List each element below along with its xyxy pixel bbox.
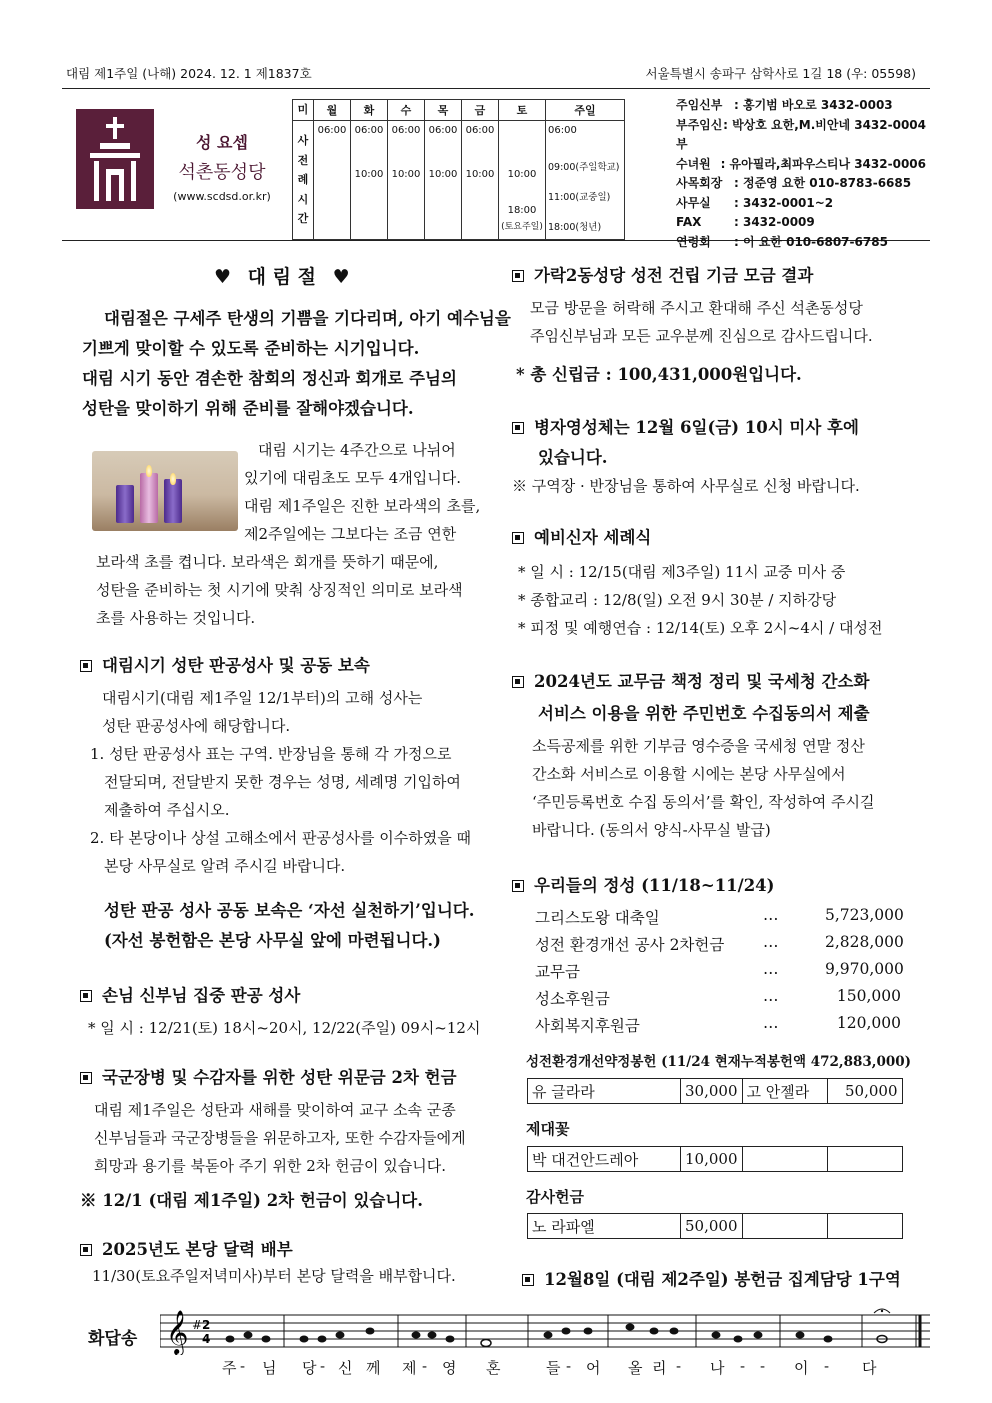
military-heading xyxy=(80,1064,457,1088)
day-wed: 수 xyxy=(388,100,425,121)
sick-title: 병자영성체는 12월 6일(금) 10시 미사 후에 xyxy=(534,418,859,437)
church-logo xyxy=(76,109,154,209)
lyric-syllable: - xyxy=(422,1357,428,1375)
day-mon: 월 xyxy=(314,100,351,121)
calendar-heading xyxy=(80,1236,293,1260)
pledge-table xyxy=(527,1078,903,1104)
altar-table xyxy=(527,1146,903,1172)
offering-name: 사회복지후원금 xyxy=(535,1017,640,1035)
sick-heading xyxy=(512,414,859,438)
header-rule-top xyxy=(62,88,930,89)
offerings-title: 우리들의 정성 (11/18~11/24) xyxy=(534,876,775,895)
baptism-heading xyxy=(512,524,651,548)
offering-dots: … xyxy=(763,960,779,978)
square-bullet-icon xyxy=(512,422,524,434)
lyric-syllable: 올 xyxy=(628,1359,643,1377)
heart-icon: ♥ xyxy=(332,266,350,288)
lyric-syllable: 나 xyxy=(710,1359,725,1377)
staff-row xyxy=(676,233,926,253)
offering-name: 교무금 xyxy=(535,963,580,981)
advent-intro xyxy=(82,304,511,424)
altar-title: 제대꽃 xyxy=(526,1120,570,1138)
sun-mass-1: 06:00 xyxy=(548,125,577,136)
advent-body-line: 대림 제1주일은 진한 보라색의 초를, xyxy=(244,497,481,515)
altar-amount: 10,000 xyxy=(681,1147,743,1172)
day-sat: 토 xyxy=(499,100,546,121)
staff-directory xyxy=(676,96,926,252)
psalm-label: 화답송 xyxy=(88,1329,138,1349)
staff-row xyxy=(676,213,926,233)
military-line: 대림 제1주일은 성탄과 새해를 맞이하여 교구 소속 군종 xyxy=(94,1101,456,1119)
sat-eve-label: (토요주일) xyxy=(501,222,543,232)
confession-line: 전달되며, 전달받지 못한 경우는 성명, 세례명 기입하여 xyxy=(104,773,461,791)
psalm-score xyxy=(160,1305,930,1355)
offering-name: 성전 환경개선 공사 2차헌금 xyxy=(535,936,725,954)
lyric-syllable: 이 xyxy=(794,1359,809,1377)
advent-body-line: 대림 시기는 4주간으로 나뉘어 xyxy=(258,441,456,459)
lyric-syllable: 신 xyxy=(338,1359,353,1377)
square-bullet-icon xyxy=(80,660,92,672)
baptism-line: * 피정 및 예행연습 : 12/14(토) 오후 2시~4시 / 대성전 xyxy=(518,619,883,637)
offering-amount: 5,723,000 xyxy=(825,906,904,924)
square-bullet-icon xyxy=(522,1274,534,1286)
side-char: 시 xyxy=(297,192,309,206)
lyric-syllable: 리 xyxy=(652,1359,667,1377)
sick-line: ※ 구역장 · 반장님을 통하여 사무실로 신청 바랍니다. xyxy=(512,477,860,495)
offering-dots: … xyxy=(763,987,779,1005)
lyric-syllable: 제 xyxy=(402,1359,417,1377)
guest-priest-heading xyxy=(80,982,300,1006)
side-char: 간 xyxy=(297,212,309,226)
guest-priest-line: * 일 시 : 12/21(토) 18시~20시, 12/22(주일) 09시~12시 xyxy=(88,1019,481,1037)
staff-row xyxy=(676,194,926,214)
flame-icon xyxy=(146,465,152,477)
lyric-syllable: - xyxy=(760,1357,766,1375)
tax-line: 소득공제를 위한 기부금 영수증을 국세청 연말 정산 xyxy=(532,737,865,755)
lyric-syllable: 들 xyxy=(546,1359,561,1377)
thanks-title: 감사헌금 xyxy=(526,1188,584,1206)
svg-text:#: # xyxy=(192,1318,203,1332)
staff-value: : 정준영 요한 010-8783-6685 xyxy=(734,176,912,190)
side-char: 사 xyxy=(297,134,309,148)
square-bullet-icon xyxy=(512,270,524,282)
advent-body-rest xyxy=(96,548,463,632)
tue-morning: 06:00 xyxy=(354,125,384,136)
side-char: 례 xyxy=(297,173,309,187)
staff-row xyxy=(676,96,926,116)
mass-schedule-table xyxy=(292,99,625,240)
sun-mass-3: 11:00(교중일) xyxy=(548,192,611,203)
duty-heading xyxy=(522,1266,901,1290)
candle-icon xyxy=(140,473,158,523)
thu-evening: 10:00 xyxy=(428,169,458,180)
side-label xyxy=(293,121,314,240)
staff-value: : 이 요한 010-6807-6785 xyxy=(734,234,888,249)
advent-intro-line: 성탄을 맞이하기 위해 준비를 잘해야겠습니다. xyxy=(82,399,414,418)
lyric-syllable: 님 xyxy=(262,1359,277,1377)
lyric-syllable: - xyxy=(566,1357,572,1375)
lyric-syllable: 주 xyxy=(222,1359,237,1377)
advent-title-text: 대 림 절 xyxy=(247,266,316,288)
garak-line: 모금 방문을 허락해 주시고 환대해 주신 석촌동성당 xyxy=(530,299,863,317)
fri-morning: 06:00 xyxy=(465,125,495,136)
garak-title: 가락2동성당 성전 건립 기금 모금 결과 xyxy=(534,266,814,285)
top-info-bar xyxy=(66,64,926,86)
svg-text:2: 2 xyxy=(202,1318,211,1332)
thu-morning: 06:00 xyxy=(428,125,458,136)
staff-role: 사무실 xyxy=(676,195,711,210)
sat-eve-mass: 18:00 xyxy=(507,205,537,216)
sun-mass-2: 09:00(주일학교) xyxy=(548,162,620,173)
sat-morning: 10:00 xyxy=(507,169,537,180)
heart-icon: ♥ xyxy=(214,266,232,288)
advent-body-wrap xyxy=(244,436,480,548)
lyric-syllable: 어 xyxy=(586,1359,601,1377)
tax-line: 바랍니다. (동의서 양식-사무실 발급) xyxy=(532,821,771,839)
tax-heading-2: 서비스 이용을 위한 주민번호 수집동의서 제출 xyxy=(538,704,870,723)
garak-total: * 총 신립금 : 100,431,000원입니다. xyxy=(516,365,802,384)
advent-intro-line: 기쁘게 맞이할 수 있도록 준비하는 시기입니다. xyxy=(82,339,420,358)
tax-heading xyxy=(512,668,869,692)
advent-intro-line: 대림 시기 동안 겸손한 참회의 정신과 회개로 주님의 xyxy=(82,369,457,388)
square-bullet-icon xyxy=(80,1244,92,1256)
flame-icon xyxy=(170,473,176,485)
staff-value: : 3432-0009 xyxy=(734,215,815,229)
confession-line: 성탄 판공성사에 해당합니다. xyxy=(102,717,291,735)
side-char: 전 xyxy=(297,153,309,167)
tax-body xyxy=(532,732,874,844)
candle-icon xyxy=(164,479,182,523)
altar-name: 박 대건안드레아 xyxy=(528,1147,681,1172)
offering-name: 성소후원금 xyxy=(535,990,610,1008)
advent-intro-line: 대림절은 구세주 탄생의 기쁨을 기다리며, 아기 예수님을 xyxy=(104,309,511,328)
lyric-syllable: 께 xyxy=(366,1359,381,1377)
staff-value: : 홍기범 바오로 3432-0003 xyxy=(734,98,893,112)
confession-line: 대림시기(대림 제1주일 12/1부터)의 고해 성사는 xyxy=(102,689,423,707)
tax-title: 2024년도 교무금 책정 정리 및 국세청 간소화 xyxy=(534,672,870,691)
lyric-syllable: 영 xyxy=(442,1359,457,1377)
pledge-name: 유 글라라 xyxy=(528,1079,681,1104)
lyric-syllable: - xyxy=(676,1357,682,1375)
church-name xyxy=(162,128,282,188)
staff-row xyxy=(676,116,926,155)
confession-body xyxy=(86,684,471,880)
day-thu: 목 xyxy=(425,100,462,121)
square-bullet-icon xyxy=(512,676,524,688)
staff-role: 주임신부 xyxy=(676,98,723,112)
advent-body-line: 초를 사용하는 것입니다. xyxy=(96,609,256,627)
lyric-syllable: 혼 xyxy=(486,1359,501,1377)
church-name-line1: 성 요셉 xyxy=(196,133,248,152)
guest-priest-title: 손님 신부님 집중 판공 성사 xyxy=(102,986,301,1005)
day-tue: 화 xyxy=(351,100,388,121)
confession-bold-line: (자선 봉헌함은 본당 사무실 앞에 마련됩니다.) xyxy=(104,931,441,950)
day-fri: 금 xyxy=(462,100,499,121)
advent-body-line: 있기에 대림초도 모두 4개입니다. xyxy=(244,469,461,487)
calendar-title: 2025년도 본당 달력 배부 xyxy=(102,1240,293,1259)
staff-role: 사목회장 xyxy=(676,176,723,190)
advent-body-line: 보라색 초를 켭니다. 보라색은 회개를 뜻하기 때문에, xyxy=(96,553,439,571)
pledge-amount: 50,000 xyxy=(827,1079,902,1104)
advent-title xyxy=(214,262,350,289)
confession-title: 대림시기 성탄 판공성사 및 공동 보속 xyxy=(102,656,370,675)
square-bullet-icon xyxy=(512,880,524,892)
staff-row xyxy=(676,155,926,175)
thanks-name: 노 라파엘 xyxy=(528,1214,681,1239)
duty-title: 12월8일 (대림 제2주일) 봉헌금 집계담당 1구역 xyxy=(544,1270,901,1289)
advent-candles-image xyxy=(92,451,238,531)
lyric-syllable: 당 xyxy=(302,1359,317,1377)
offering-dots: … xyxy=(763,906,779,924)
offering-amount: 150,000 xyxy=(836,987,901,1005)
lyric-syllable: - xyxy=(824,1357,830,1375)
lyric-syllable: 다 xyxy=(862,1359,877,1377)
square-bullet-icon xyxy=(80,990,92,1002)
military-body xyxy=(94,1096,466,1180)
offering-name: 그리스도왕 대축일 xyxy=(535,909,660,927)
garak-heading xyxy=(512,262,813,286)
lyric-syllable: - xyxy=(240,1357,246,1375)
church-url[interactable]: (www.scdsd.or.kr) xyxy=(173,190,271,203)
advent-body-line: 제2주일에는 그보다는 조금 연한 xyxy=(244,525,457,543)
offering-dots: … xyxy=(763,1014,779,1032)
baptism-title: 예비신자 세례식 xyxy=(534,528,652,547)
confession-line: 제출하여 주십시오. xyxy=(104,801,230,819)
confession-penance xyxy=(104,896,474,956)
treble-clef-icon: 𝄞 xyxy=(166,1310,189,1354)
garak-line: 주임신부님과 모든 교우분께 진심으로 감사드립니다. xyxy=(530,327,873,345)
confession-line: 1. 성탄 판공성사 표는 구역. 반장님을 통해 각 가정으로 xyxy=(90,745,452,763)
staff-value: : 박상호 요한,M.비안네 3432-0004 xyxy=(723,117,926,132)
staff-row xyxy=(676,174,926,194)
lyric-syllable: - xyxy=(320,1357,326,1375)
military-notice: ※ 12/1 (대림 제1주일) 2차 헌금이 있습니다. xyxy=(80,1191,423,1210)
military-title: 국군장병 및 수감자를 위한 성탄 위문금 2차 헌금 xyxy=(102,1068,457,1087)
mon-morning: 06:00 xyxy=(317,125,347,136)
advent-body-line: 성탄을 준비하는 첫 시기에 맞춰 상징적인 의미로 보라색 xyxy=(96,581,463,599)
church-logo-icon xyxy=(76,109,154,209)
garak-body xyxy=(530,294,873,350)
military-line: 신부님들과 국군장병들을 위문하고자, 또한 수감자들에게 xyxy=(94,1129,466,1147)
tax-line: ‘주민등록번호 수집 동의서’를 확인, 작성하여 주시길 xyxy=(532,793,875,811)
offerings-heading xyxy=(512,872,774,896)
offering-amount: 120,000 xyxy=(836,1014,901,1032)
staff-role: FAX xyxy=(676,215,702,229)
baptism-line: * 종합교리 : 12/8(일) 오전 9시 30분 / 지하강당 xyxy=(518,591,837,609)
address: 서울특별시 송파구 삼학사로 1길 18 (우: 05598) xyxy=(645,66,916,81)
staff-value: : 유아필라,최파우스티나 3432-0006 xyxy=(720,156,926,171)
baptism-body xyxy=(518,558,882,642)
candle-icon xyxy=(116,485,134,523)
staff-role: 수녀원 xyxy=(676,156,711,171)
offering-dots: … xyxy=(763,933,779,951)
baptism-line: * 일 시 : 12/15(대림 제3주일) 11시 교중 미사 중 xyxy=(518,563,846,581)
confession-line: 2. 타 본당이나 상설 고해소에서 판공성사를 이수하였을 때 xyxy=(90,829,471,847)
confession-heading xyxy=(80,652,370,676)
square-bullet-icon xyxy=(80,1072,92,1084)
tue-evening: 10:00 xyxy=(354,169,384,180)
military-line: 희망과 용기를 북돋아 주기 위한 2차 헌금이 있습니다. xyxy=(94,1157,446,1175)
issue-info: 대림 제1주일 (나해) 2024. 12. 1 제1837호 xyxy=(66,66,312,81)
svg-text:4: 4 xyxy=(202,1332,211,1346)
staff-role: 연령회 xyxy=(676,234,711,249)
day-sun: 주일 xyxy=(546,100,625,121)
calendar-line: 11/30(토요주일저녁미사)부터 본당 달력을 배부합니다. xyxy=(92,1267,456,1285)
sun-mass-4: 18:00(청년) xyxy=(548,222,602,233)
pledge-amount: 30,000 xyxy=(681,1079,743,1104)
pledge-title: 성전환경개선약정봉헌 (11/24 현재누적봉헌액 472,883,000) xyxy=(526,1054,912,1070)
wed-morning: 06:00 xyxy=(391,125,421,136)
thanks-table xyxy=(527,1213,903,1239)
lyric-syllable: - xyxy=(740,1357,746,1375)
square-bullet-icon xyxy=(512,532,524,544)
side-label-0: 미 xyxy=(293,100,314,121)
wed-evening: 10:00 xyxy=(391,169,421,180)
thanks-amount: 50,000 xyxy=(681,1214,743,1239)
fri-evening: 10:00 xyxy=(465,169,495,180)
confession-bold-line: 성탄 판공 성사 공동 보속은 ‘자선 실천하기’입니다. xyxy=(104,901,475,920)
pledge-name: 고 안젤라 xyxy=(742,1079,827,1104)
offering-amount: 2,828,000 xyxy=(825,933,904,951)
staff-role: 부주임신부 xyxy=(676,117,723,151)
confession-line: 본당 사무실로 알려 주시길 바랍니다. xyxy=(104,857,346,875)
tax-line: 간소화 서비스로 이용할 시에는 본당 사무실에서 xyxy=(532,765,846,783)
offering-amount: 9,970,000 xyxy=(825,960,904,978)
sick-heading-2: 있습니다. xyxy=(538,448,608,467)
staff-value: : 3432-0001~2 xyxy=(734,195,834,210)
church-name-line2: 석촌동성당 xyxy=(178,162,266,183)
